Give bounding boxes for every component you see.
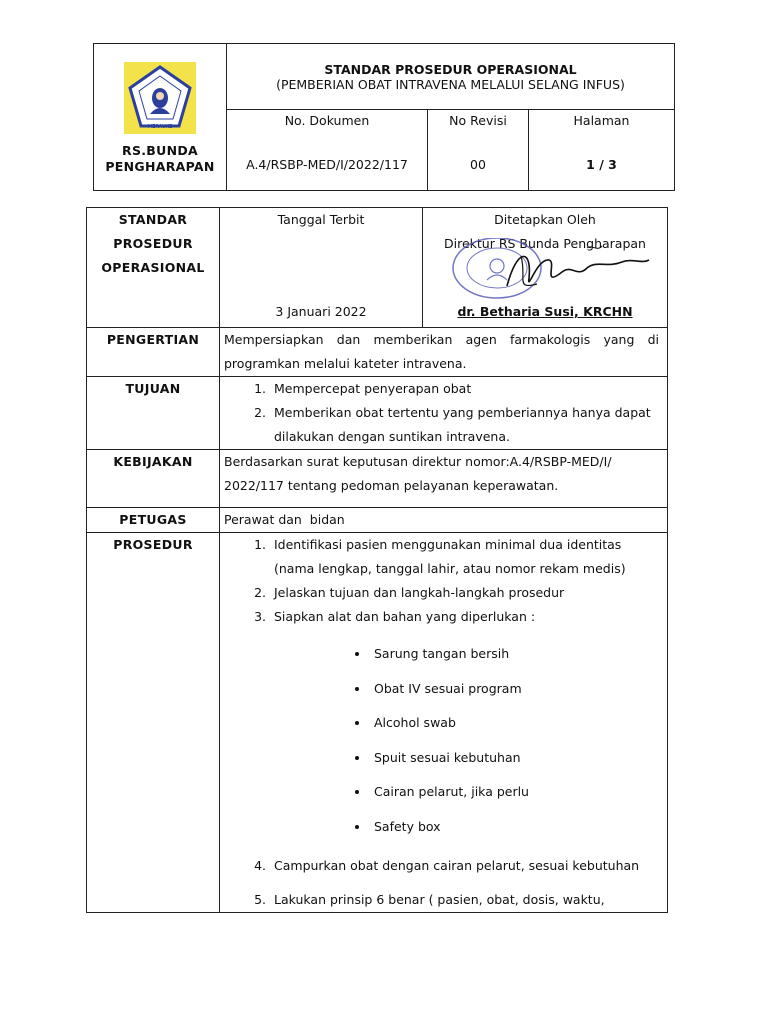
list-item: [270, 533, 659, 581]
set-by-role: Direktur RS Bunda Pengharapan: [444, 236, 646, 251]
material-item: • Cairan pelarut, jika perlu: [370, 775, 659, 810]
petugas-label: PETUGAS: [87, 508, 220, 533]
signer-name: dr. Betharia Susi, KRCHN: [457, 304, 633, 319]
issued-label: Tanggal Terbit: [277, 212, 365, 227]
tujuan-cell: [220, 377, 668, 450]
list-item: 1. Mempercepat penyerapan obat: [270, 377, 659, 401]
list-item: 2. Jelaskan tujuan dan langkah-langkah prosedur: [270, 581, 659, 605]
material-item: • Obat IV sesuai program: [370, 672, 659, 707]
list-item: 5. Lakukan prinsip 6 benar ( pasien, obat, dosis, waktu,: [270, 888, 659, 912]
prosedur-cell: [220, 533, 668, 913]
hospital-name: [94, 143, 226, 175]
pengertian-text: Mempersiapkan dan memberikan agen farmakologis yang di programkan melalui kateter intravena.: [220, 328, 668, 377]
page-label: Halaman: [573, 113, 630, 128]
sop-table: [86, 207, 668, 913]
sop-label-line2: PROSEDUR: [113, 236, 193, 251]
material-item: • Sarung tangan bersih: [370, 637, 659, 672]
hospital-name-line2: PENGHARAPAN: [105, 158, 215, 174]
list-item: 2. Memberikan obat tertentu yang pemberiannya hanya dapat dilakukan dengan suntikan intravena.: [270, 401, 659, 449]
pengertian-label: PENGERTIAN: [87, 328, 220, 377]
issued-cell: [220, 208, 423, 328]
doc-number-label: No. Dokumen: [284, 113, 370, 128]
list-item: 4. Campurkan obat dengan cairan pelarut, sesuai kebutuhan: [270, 854, 659, 878]
document-header: [93, 43, 675, 191]
issued-date: 3 Januari 2022: [275, 304, 367, 319]
list-item: [270, 605, 659, 844]
page-value: 1 / 3: [586, 157, 617, 172]
approval-cell: [423, 208, 668, 328]
signature-stamp: [437, 238, 657, 308]
hospital-name-line1: RS.BUNDA: [122, 142, 198, 158]
sop-label-line1: STANDAR: [118, 212, 188, 227]
materials-list: [274, 637, 659, 844]
set-by-label: Ditetapkan Oleh: [494, 212, 596, 227]
kebijakan-line2: 2022/117 tentang pedoman pelayanan keperawatan.: [224, 478, 559, 493]
logo-cell: [94, 44, 227, 191]
tujuan-list: [224, 377, 659, 449]
document-subtitle: (PEMBERIAN OBAT INTRAVENA MELALUI SELANG INFUS): [276, 76, 625, 92]
petugas-text: Perawat dan bidan: [220, 508, 668, 533]
sop-label-cell: [87, 208, 220, 328]
title-cell: [227, 44, 675, 110]
hospital-logo-icon: [124, 62, 196, 134]
stamp-icon: [453, 238, 541, 298]
material-item: • Spuit sesuai kebutuhan: [370, 741, 659, 776]
prosedur-step1-line2: (nama lengkap, tanggal lahir, atau nomor rekam medis): [274, 561, 626, 576]
prosedur-step1-line1: 1. Identifikasi pasien menggunakan minimal dua identitas: [274, 537, 622, 552]
material-item: • Safety box: [370, 810, 659, 845]
approval-block: [423, 208, 667, 319]
kebijakan-line1: Berdasarkan surat keputusan direktur nomor:A.4/RSBP-MED/I/: [224, 454, 612, 469]
signature-icon: [507, 246, 649, 286]
revision-label: No Revisi: [449, 113, 507, 128]
page-cell: [529, 110, 675, 191]
doc-number-cell: [227, 110, 428, 191]
kebijakan-label: KEBIJAKAN: [87, 450, 220, 508]
sop-label-line3: OPERASIONAL: [101, 260, 205, 275]
prosedur-list: [224, 533, 659, 912]
revision-value: 00: [470, 157, 486, 172]
logo-bottom-text: MERAUKE: [147, 123, 173, 130]
material-item: • Alcohol swab: [370, 706, 659, 741]
revision-cell: [428, 110, 529, 191]
prosedur-label: PROSEDUR: [87, 533, 220, 913]
tujuan-label: TUJUAN: [87, 377, 220, 450]
doc-number-value: A.4/RSBP-MED/I/2022/117: [246, 157, 408, 172]
kebijakan-cell: [220, 450, 668, 508]
document-title: STANDAR PROSEDUR OPERASIONAL: [324, 61, 577, 77]
prosedur-step3: 3. Siapkan alat dan bahan yang diperlukan :: [274, 609, 536, 624]
